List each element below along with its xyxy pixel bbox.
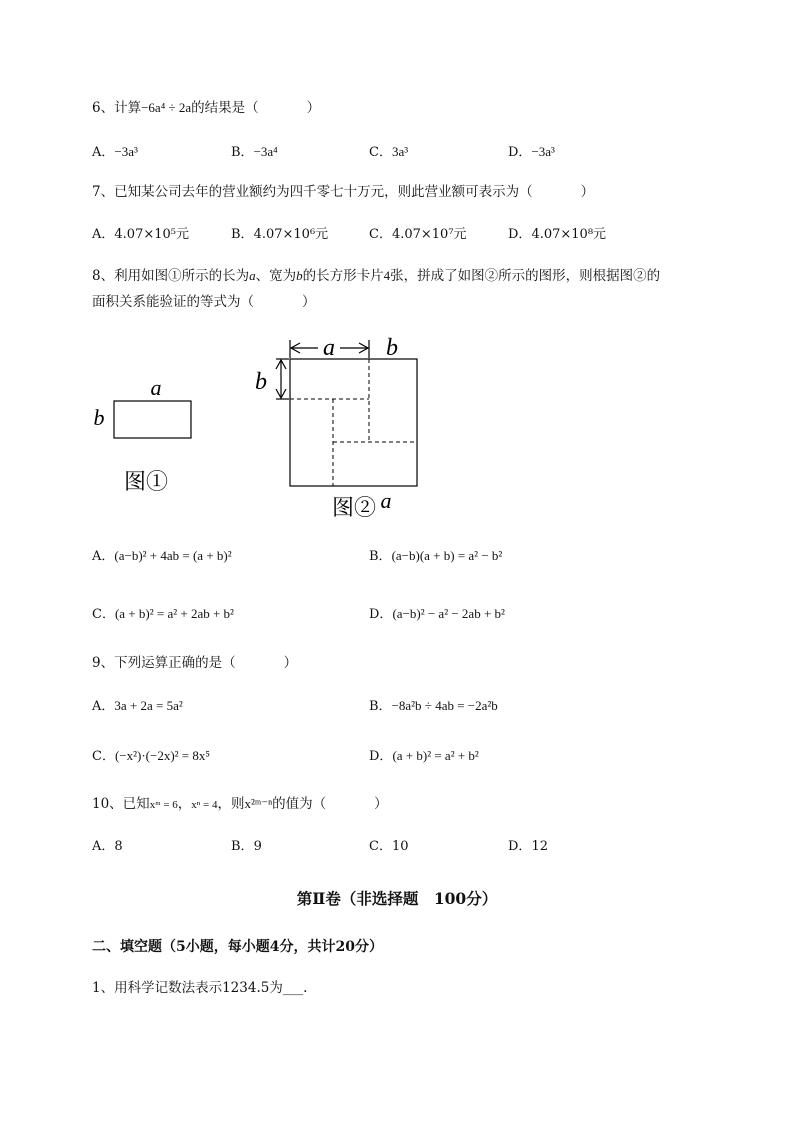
figure-1-rectangle — [114, 401, 191, 438]
question-6-formula: −6a⁴ ÷ 2a — [141, 100, 192, 115]
q10-option-b[interactable] — [231, 837, 262, 857]
section-2-heading: 二、填空题（5小题，每小题4分，共计20分） — [92, 939, 383, 955]
q10-condition-2: xⁿ = 4 — [191, 799, 218, 811]
option-text: (a + b)² = a² + b² — [392, 748, 479, 763]
q10-option-c[interactable] — [369, 837, 409, 857]
option-letter: A． — [92, 549, 115, 564]
question-7-close: ） — [580, 184, 595, 200]
option-letter: A． — [92, 699, 115, 714]
fill-question-1: 1、用科学记数法表示1234.5为___. — [92, 980, 308, 996]
figure-2 — [255, 335, 417, 520]
figure-2-dashed-lines — [290, 359, 417, 486]
question-7-text: 7、已知某公司去年的营业额约为四千零七十万元，则此营业额可表示为（ — [92, 184, 533, 200]
figure-2-label-b-side: b — [255, 369, 267, 395]
option-text: 3a³ — [391, 144, 409, 159]
option-text: −3a³ — [531, 144, 555, 159]
q10-option-a[interactable] — [92, 837, 123, 857]
option-letter: B． — [231, 227, 254, 242]
option-text: 8 — [114, 839, 123, 854]
option-letter: B． — [369, 549, 392, 564]
q10-expression: x²ᵐ⁻ⁿ — [244, 796, 273, 811]
part-2-title: 第Ⅱ卷（非选择题 100分） — [296, 889, 498, 908]
figure-2-outer-square — [290, 359, 417, 486]
option-letter: D． — [369, 607, 393, 622]
option-text: (a−b)(a + b) = a² − b² — [391, 548, 503, 563]
option-text: −3a⁴ — [253, 144, 278, 159]
q8-text-a: 8、利用如图①所示的长为 — [92, 268, 250, 284]
question-9 — [92, 653, 297, 673]
option-letter: A． — [92, 145, 115, 160]
q8-option-c[interactable] — [92, 604, 234, 625]
option-letter: D． — [508, 839, 532, 854]
figure-1-label-b: b — [93, 405, 105, 430]
option-letter: D． — [369, 749, 393, 764]
option-letter: D． — [508, 145, 532, 160]
option-text: 4.07×10⁶元 — [253, 227, 329, 242]
option-text: (a−b)² + 4ab = (a + b)² — [114, 548, 232, 563]
option-letter: B． — [231, 839, 254, 854]
option-text: 4.07×10⁷元 — [391, 227, 467, 242]
figure-1 — [94, 375, 192, 494]
figure-2-caption-var: a — [380, 488, 392, 513]
option-text: 10 — [391, 839, 409, 854]
option-letter: C． — [369, 145, 392, 160]
q8-option-a[interactable] — [92, 546, 232, 567]
q9-option-c[interactable] — [92, 746, 210, 767]
option-letter: D． — [508, 227, 532, 242]
option-text: −8a²b ÷ 4ab = −2a²b — [391, 698, 498, 713]
option-text: (a−b)² − a² − 2ab + b² — [392, 606, 505, 621]
q10-mid: ，则 — [217, 796, 245, 812]
option-letter: B． — [231, 145, 254, 160]
question-6-prefix: 6、计算 — [92, 100, 142, 116]
option-text: (−x²)·(−2x)² = 8x⁵ — [114, 748, 210, 763]
q9-option-b[interactable] — [369, 696, 498, 717]
q8-text-d: 张，拼成了如图②所示的图形，则根据图②的 — [390, 268, 661, 284]
option-text: (a + b)² = a² + 2ab + b² — [114, 606, 234, 621]
q9-option-d[interactable] — [369, 746, 479, 767]
q8-text-c: 的长方形卡片 — [302, 268, 384, 284]
q10-close: ） — [374, 796, 388, 812]
question-9-text: 9、下列运算正确的是（ — [92, 655, 236, 671]
option-letter: C． — [92, 749, 115, 764]
q8-option-b[interactable] — [369, 546, 502, 567]
q8-count: 4 — [383, 268, 391, 283]
q8-var-b: b — [296, 268, 303, 283]
q10-suffix: 的值为（ — [272, 796, 327, 812]
figure-1-caption: 图① — [123, 469, 169, 494]
q10-sep: ， — [177, 796, 192, 812]
q9-option-a[interactable] — [92, 696, 183, 717]
question-6-close: ） — [306, 100, 321, 116]
q8-text-line2: 面积关系能验证的等式为（ — [92, 294, 254, 310]
q8-var-a: a — [249, 268, 256, 283]
option-text: −3a³ — [114, 144, 138, 159]
q8-text-b: 、宽为 — [255, 268, 297, 284]
question-6-suffix: 的结果是（ — [191, 100, 259, 116]
q10-condition-1: xᵐ = 6 — [149, 799, 178, 811]
option-text: 3a + 2a = 5a² — [114, 698, 183, 713]
q10-option-d[interactable] — [508, 837, 548, 857]
figure-2-caption: 图② — [331, 495, 377, 520]
q10-prefix: 10、已知 — [92, 796, 150, 812]
question-10 — [92, 794, 388, 815]
option-letter: B． — [369, 699, 392, 714]
option-text: 9 — [253, 839, 262, 854]
option-letter: C． — [369, 839, 392, 854]
figure-2-label-b-top: b — [386, 335, 398, 361]
option-text: 12 — [531, 839, 548, 854]
option-letter: A． — [92, 227, 115, 242]
option-letter: C． — [92, 607, 115, 622]
option-letter: A． — [92, 839, 115, 854]
q8-close: ） — [302, 294, 316, 310]
figure-2-arrow-b — [276, 359, 289, 399]
question-9-close: ） — [283, 655, 298, 671]
option-text: 4.07×10⁵元 — [114, 227, 189, 242]
option-letter: C． — [369, 227, 392, 242]
q8-option-d[interactable] — [369, 604, 505, 625]
figure-1-label-a: a — [150, 375, 162, 400]
option-text: 4.07×10⁸元 — [531, 227, 607, 242]
figure-2-label-a-top: a — [323, 335, 335, 361]
